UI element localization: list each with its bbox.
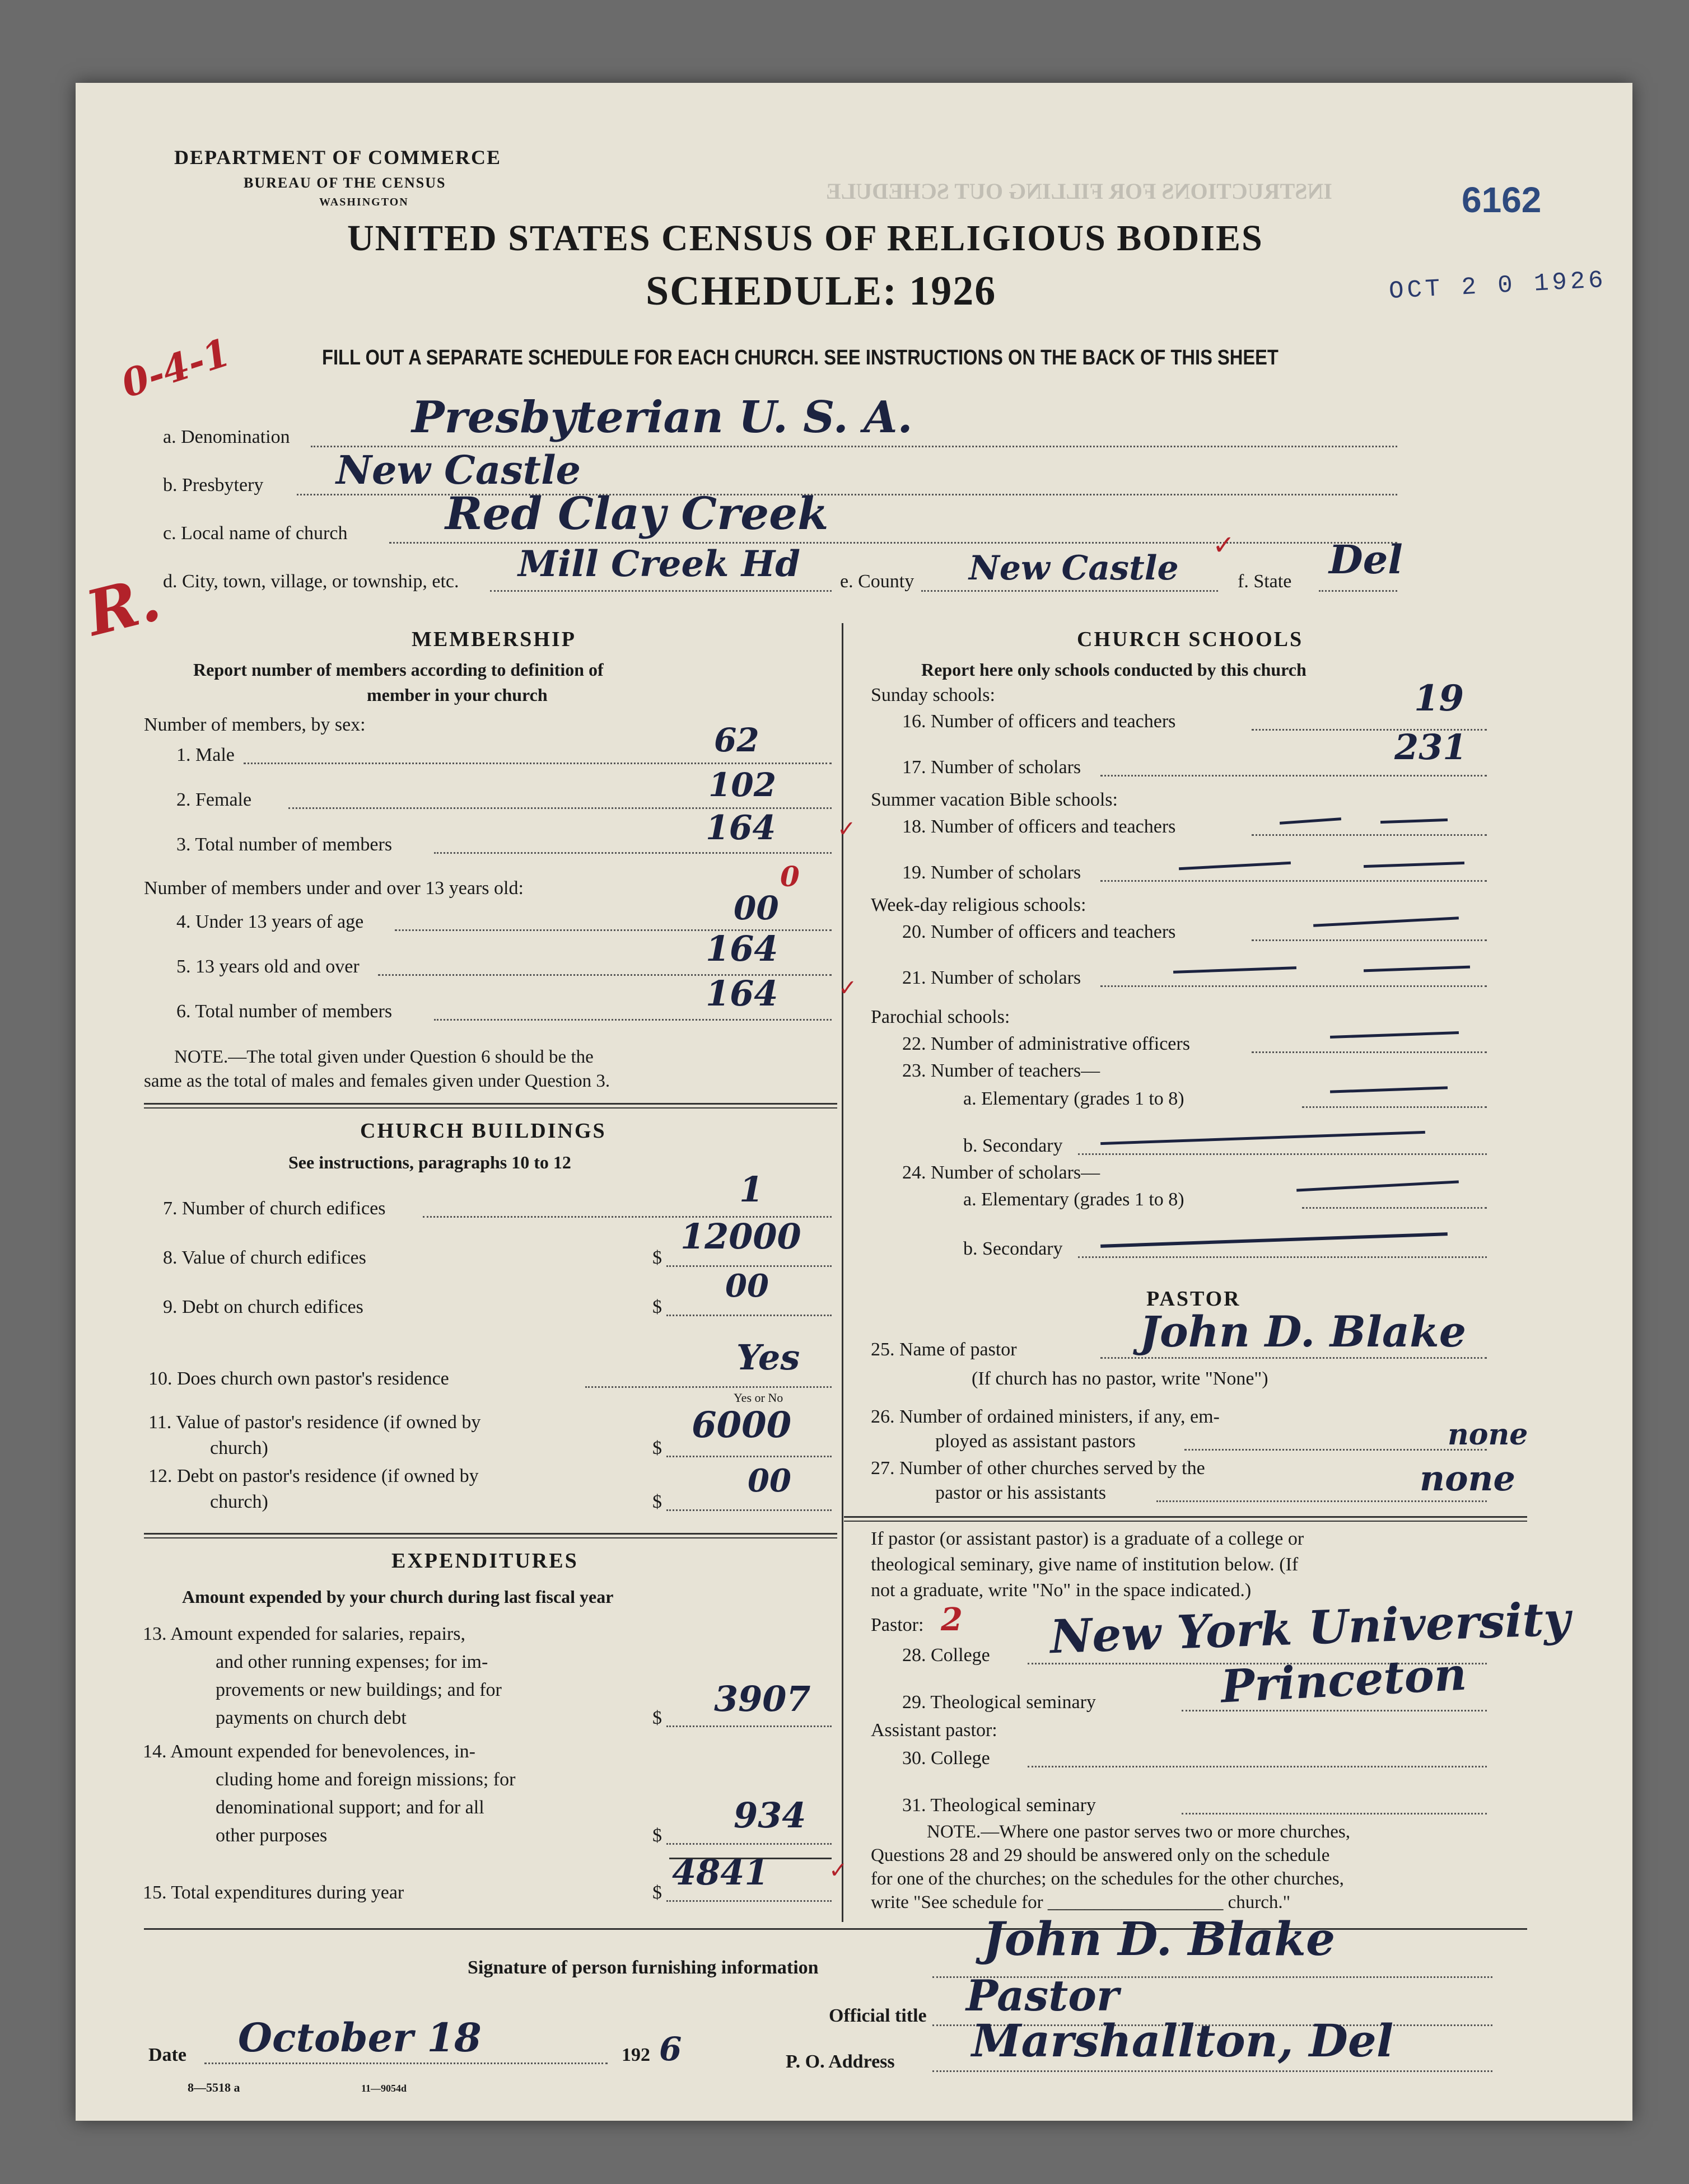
county-label: e. County xyxy=(840,571,915,592)
running-expenses-label-3: provements or new buildings; and for xyxy=(216,1680,502,1700)
membership-note-1: NOTE.—The total given under Question 6 should be the xyxy=(174,1047,594,1067)
graduate-note-1: If pastor (or assistant pastor) is a graduate of a college or xyxy=(871,1528,1304,1549)
benevolences-label-1: 14. Amount expended for benevolences, in- xyxy=(143,1741,475,1762)
city-value[interactable]: Mill Creek Hd xyxy=(518,543,800,585)
summer-heading: Summer vacation Bible schools: xyxy=(871,789,1118,810)
total-expenditures-label: 15. Total expenditures during year xyxy=(143,1882,404,1903)
dollar-sign: $ xyxy=(652,1882,662,1903)
female-label: 2. Female xyxy=(176,789,252,810)
running-expenses-value[interactable]: 3907 xyxy=(714,1678,811,1719)
denomination-value[interactable]: Presbyterian U. S. A. xyxy=(412,392,913,443)
pastor-seminary-label: 29. Theological seminary xyxy=(902,1692,1096,1713)
schedule-number: 6162 xyxy=(1462,180,1542,220)
dollar-sign: $ xyxy=(652,1438,662,1458)
year-digit[interactable]: 6 xyxy=(659,2030,682,2068)
presbytery-value[interactable]: New Castle xyxy=(336,447,581,493)
bureau-name: BUREAU OF THE CENSUS xyxy=(244,175,446,191)
assistant-count-label-2: ployed as assistant pastors xyxy=(935,1431,1136,1452)
parochial-scholars-label: 24. Number of scholars— xyxy=(902,1162,1100,1183)
date-value[interactable]: October 18 xyxy=(238,2014,482,2061)
signature-label: Signature of person furnishing information xyxy=(468,1957,819,1978)
pastor-college-value[interactable]: New York University xyxy=(1049,1592,1571,1664)
assistant-count-label-1: 26. Number of ordained ministers, if any, em- xyxy=(871,1406,1220,1427)
age-annotation: 0 xyxy=(780,860,800,893)
sunday-scholars-label: 17. Number of scholars xyxy=(902,757,1081,778)
census-schedule-sheet xyxy=(76,83,1632,2121)
pastor-heading: PASTOR xyxy=(1146,1287,1241,1311)
received-date-stamp: OCT 2 0 1926 xyxy=(1388,266,1607,306)
edifices-value-label: 8. Value of church edifices xyxy=(163,1247,366,1268)
under-13-label: 4. Under 13 years of age xyxy=(176,911,364,932)
edifices-value-value[interactable]: 12000 xyxy=(680,1216,801,1257)
official-title-label: Official title xyxy=(829,2005,927,2026)
annotation-code: 0-4-1 xyxy=(116,330,236,407)
total-age-label: 6. Total number of members xyxy=(176,1001,393,1022)
summer-scholars-label: 19. Number of scholars xyxy=(902,862,1081,883)
membership-intro-2: member in your church xyxy=(367,685,548,705)
benevolences-label-4: other purposes xyxy=(216,1825,328,1846)
parochial-teachers-elementary-label: a. Elementary (grades 1 to 8) xyxy=(963,1088,1184,1109)
male-label: 1. Male xyxy=(176,745,235,765)
check-mark-icon: ✓ xyxy=(838,975,857,1001)
parochial-heading: Parochial schools: xyxy=(871,1007,1010,1027)
edifices-debt-value[interactable]: 00 xyxy=(725,1268,769,1304)
male-value[interactable]: 62 xyxy=(714,721,759,759)
weekday-scholars-label: 21. Number of scholars xyxy=(902,967,1081,988)
pastor-note-2: Questions 28 and 29 should be answered only on the schedule xyxy=(871,1845,1330,1865)
dollar-sign: $ xyxy=(652,1247,662,1268)
owns-residence-label: 10. Does church own pastor's residence xyxy=(148,1368,449,1389)
official-title-value[interactable]: Pastor xyxy=(966,1971,1119,2021)
pastor-name-label: 25. Name of pastor xyxy=(871,1339,1017,1360)
other-churches-label-2: pastor or his assistants xyxy=(935,1482,1107,1503)
total-age-value[interactable]: 164 xyxy=(706,973,778,1014)
other-churches-label-1: 27. Number of other churches served by the xyxy=(871,1458,1205,1479)
check-mark-icon: ✓ xyxy=(837,816,856,842)
running-expenses-label-1: 13. Amount expended for salaries, repairs, xyxy=(143,1624,465,1644)
pastor-college-label: 28. College xyxy=(902,1645,990,1666)
expenditures-heading: EXPENDITURES xyxy=(391,1549,578,1573)
instruction-banner: FILL OUT A SEPARATE SCHEDULE FOR EACH CHURCH. SEE INSTRUCTIONS ON THE BACK OF THIS SHEET xyxy=(322,346,1279,370)
residence-value-value[interactable]: 6000 xyxy=(692,1404,792,1446)
check-mark-icon: ✓ xyxy=(1212,530,1235,561)
address-value[interactable]: Marshallton, Del xyxy=(972,2014,1394,2067)
weekday-heading: Week-day religious schools: xyxy=(871,895,1086,915)
print-number: 11—9054d xyxy=(361,2083,407,2094)
pastor-note-1: NOTE.—Where one pastor serves two or more churches, xyxy=(927,1822,1350,1842)
benevolences-label-2: cluding home and foreign missions; for xyxy=(216,1769,516,1790)
form-subtitle: SCHEDULE: 1926 xyxy=(646,268,997,314)
total-members-value[interactable]: 164 xyxy=(706,808,776,848)
pastor-note-4: write "See schedule for ___________________ church." xyxy=(871,1892,1291,1912)
benevolences-label-3: denominational support; and for all xyxy=(216,1797,484,1818)
assistant-subheading: Assistant pastor: xyxy=(871,1720,997,1741)
pastor-seminary-value[interactable]: Princeton xyxy=(1219,1647,1468,1713)
check-mark-icon: ✓ xyxy=(829,1858,848,1883)
sunday-scholars-value[interactable]: 231 xyxy=(1394,727,1467,768)
residence-value-label-2: church) xyxy=(210,1438,268,1458)
county-value[interactable]: New Castle xyxy=(969,549,1179,588)
date-label: Date xyxy=(148,2045,186,2065)
membership-intro-1: Report number of members according to definition of xyxy=(193,660,604,680)
expenditures-sub: Amount expended by your church during last fiscal year xyxy=(182,1587,614,1607)
age-heading: Number of members under and over 13 years old: xyxy=(144,878,524,899)
edifices-count-value[interactable]: 1 xyxy=(739,1169,764,1210)
assistant-count-value[interactable]: none xyxy=(1448,1418,1528,1452)
over-13-value[interactable]: 164 xyxy=(706,928,778,969)
dollar-sign: $ xyxy=(652,1708,662,1728)
assistant-college-label: 30. College xyxy=(902,1748,990,1769)
edifices-debt-label: 9. Debt on church edifices xyxy=(163,1297,363,1317)
form-number: 8—5518 a xyxy=(188,2080,240,2094)
parochial-scholars-elementary-label: a. Elementary (grades 1 to 8) xyxy=(963,1189,1184,1210)
yes-no-hint: Yes or No xyxy=(734,1391,783,1405)
pastor-mark: 2 xyxy=(941,1601,963,1638)
parochial-scholars-secondary-label: b. Secondary xyxy=(963,1238,1063,1259)
year-prefix: 192 xyxy=(622,2045,650,2065)
membership-note-2: same as the total of males and females given under Question 3. xyxy=(144,1071,610,1091)
denomination-label: a. Denomination xyxy=(163,427,290,447)
address-label: P. O. Address xyxy=(786,2051,895,2072)
ghost-heading: INSTRUCTIONS FOR FILLING OUT SCHEDULE xyxy=(826,179,1332,204)
residence-debt-label-1: 12. Debt on pastor's residence (if owned by xyxy=(148,1466,479,1486)
local-name-value[interactable]: Red Clay Creek xyxy=(445,487,829,540)
parochial-teachers-label: 23. Number of teachers— xyxy=(902,1060,1100,1081)
under-13-value[interactable]: 00 xyxy=(734,889,779,927)
local-name-label: c. Local name of church xyxy=(163,523,348,544)
dept-name: DEPARTMENT OF COMMERCE xyxy=(174,146,502,169)
female-value[interactable]: 102 xyxy=(708,766,777,804)
form-title: UNITED STATES CENSUS OF RELIGIOUS BODIES xyxy=(347,218,1263,259)
sunday-teachers-label: 16. Number of officers and teachers xyxy=(902,711,1176,732)
graduate-note-3: not a graduate, write "No" in the space indicated.) xyxy=(871,1580,1252,1601)
summer-teachers-label: 18. Number of officers and teachers xyxy=(902,816,1176,837)
sunday-heading: Sunday schools: xyxy=(871,685,995,705)
running-expenses-label-2: and other running expenses; for im- xyxy=(216,1652,488,1672)
buildings-heading: CHURCH BUILDINGS xyxy=(360,1119,606,1143)
parochial-teachers-secondary-label: b. Secondary xyxy=(963,1135,1063,1156)
margin-annotation: R. xyxy=(79,562,167,650)
edifices-count-label: 7. Number of church edifices xyxy=(163,1198,386,1219)
schools-heading: CHURCH SCHOOLS xyxy=(1077,628,1304,651)
parochial-officers-label: 22. Number of administrative officers xyxy=(902,1033,1190,1054)
by-sex-heading: Number of members, by sex: xyxy=(144,714,366,735)
dollar-sign: $ xyxy=(652,1491,662,1512)
state-label: f. State xyxy=(1238,571,1292,592)
dollar-sign: $ xyxy=(652,1297,662,1317)
schools-intro: Report here only schools conducted by this church xyxy=(921,660,1307,680)
over-13-label: 5. 13 years old and over xyxy=(176,956,360,977)
pastor-name-hint: (If church has no pastor, write "None") xyxy=(972,1368,1268,1389)
pastor-subheading: Pastor: xyxy=(871,1615,924,1635)
presbytery-label: b. Presbytery xyxy=(163,475,264,495)
running-expenses-label-4: payments on church debt xyxy=(216,1708,407,1728)
pastor-name-value[interactable]: John D. Blake xyxy=(1140,1307,1467,1357)
other-churches-value[interactable]: none xyxy=(1420,1458,1515,1499)
residence-debt-value[interactable]: 00 xyxy=(748,1462,791,1499)
signature-value[interactable]: John D. Blake xyxy=(983,1912,1336,1966)
total-members-label: 3. Total number of members xyxy=(176,834,393,855)
graduate-note-2: theological seminary, give name of institution below. (If xyxy=(871,1554,1299,1575)
buildings-sub: See instructions, paragraphs 10 to 12 xyxy=(288,1152,571,1172)
city-label: d. City, town, village, or township, etc. xyxy=(163,571,459,592)
residence-value-label-1: 11. Value of pastor's residence (if owned by xyxy=(148,1412,481,1433)
dollar-sign: $ xyxy=(652,1825,662,1846)
pastor-note-3: for one of the churches; on the schedules for the other churches, xyxy=(871,1869,1344,1889)
residence-debt-label-2: church) xyxy=(210,1491,268,1512)
weekday-teachers-label: 20. Number of officers and teachers xyxy=(902,922,1176,942)
sunday-teachers-value[interactable]: 19 xyxy=(1414,677,1464,719)
state-value[interactable]: Del xyxy=(1329,536,1403,583)
membership-heading: MEMBERSHIP xyxy=(412,628,576,651)
total-expenditures-value[interactable]: 4841 xyxy=(672,1852,769,1893)
owns-residence-value[interactable]: Yes xyxy=(736,1337,800,1378)
city-name: WASHINGTON xyxy=(319,196,409,208)
benevolences-value[interactable]: 934 xyxy=(734,1795,806,1836)
assistant-seminary-label: 31. Theological seminary xyxy=(902,1795,1096,1816)
